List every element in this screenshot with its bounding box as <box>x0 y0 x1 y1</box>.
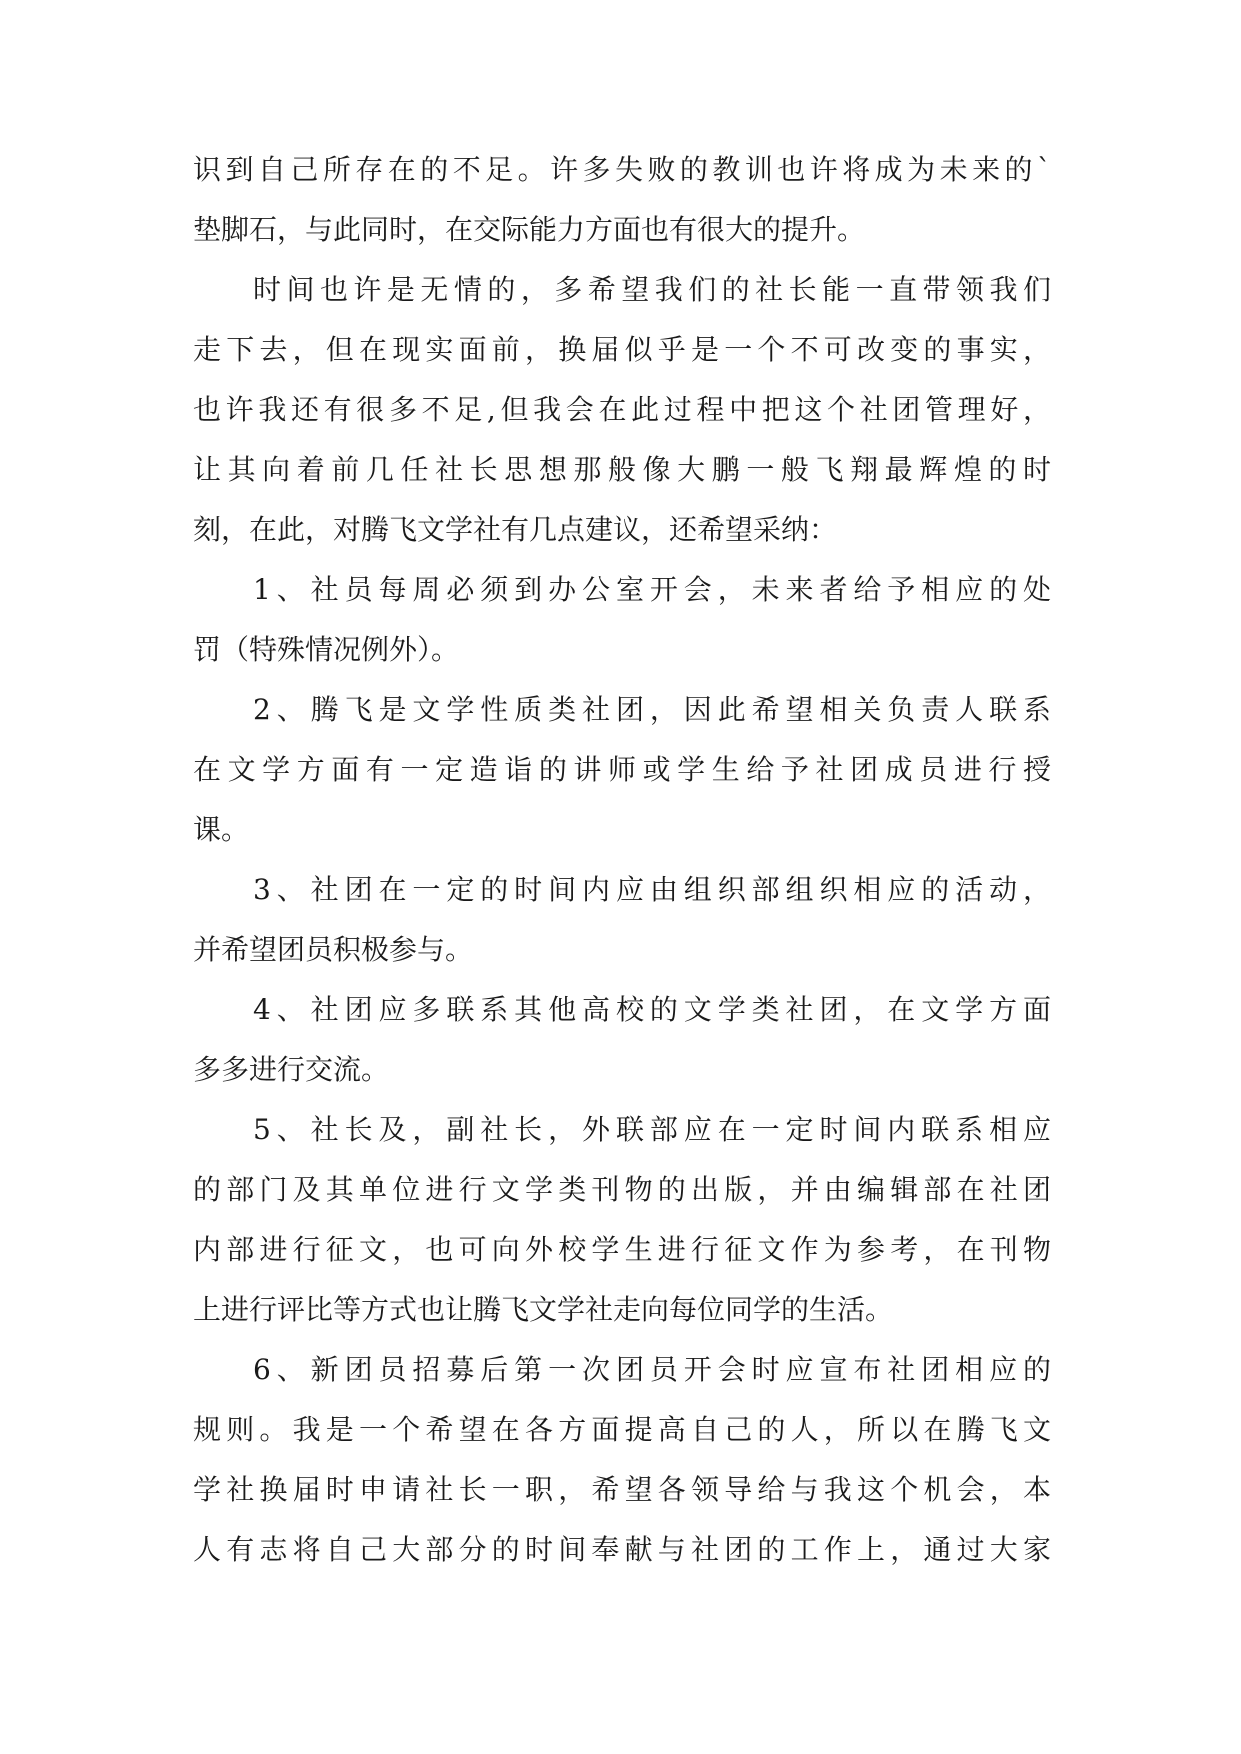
text-line: 上进行评比等方式也让腾飞文学社走向每位同学的生活。 <box>193 1293 894 1326</box>
paragraph <box>193 1100 1051 1340</box>
text-line: 在文学方面有一定造诣的讲师或学生给予社团成员进行授 <box>193 753 1051 786</box>
text-line: 2、腾飞是文学性质类社团，因此希望相关负责人联系 <box>253 693 1051 726</box>
text-line: 也许我还有很多不足,但我会在此过程中把这个社团管理好， <box>193 393 1051 426</box>
text-line: 课。 <box>193 813 250 846</box>
paragraph <box>193 560 1051 680</box>
paragraph <box>193 1340 1051 1580</box>
paragraph <box>193 140 1051 260</box>
text-line: 6、新团员招募后第一次团员开会时应宣布社团相应的 <box>253 1353 1051 1386</box>
text-line: 罚（特殊情况例外）。 <box>193 633 460 666</box>
text-line: 识到自己所存在的不足。许多失败的教训也许将成为未来的` <box>193 153 1051 186</box>
paragraph <box>193 860 1051 980</box>
text-line: 并希望团员积极参与。 <box>193 933 474 966</box>
text-line: 3、社团在一定的时间内应由组织部组织相应的活动， <box>253 873 1051 906</box>
paragraph <box>193 680 1051 860</box>
text-line: 走下去，但在现实面前，换届似乎是一个不可改变的事实， <box>193 333 1051 366</box>
text-line: 垫脚石，与此同时，在交际能力方面也有很大的提升。 <box>193 213 866 246</box>
text-line: 多多进行交流。 <box>193 1053 390 1086</box>
text-line: 5、社长及，副社长，外联部应在一定时间内联系相应 <box>253 1113 1051 1146</box>
text-line: 让其向着前几任社长思想那般像大鹏一般飞翔最辉煌的时 <box>193 453 1051 486</box>
text-line: 规则。我是一个希望在各方面提高自己的人，所以在腾飞文 <box>193 1413 1051 1446</box>
body-text <box>193 140 1051 1580</box>
text-line: 学社换届时申请社长一职，希望各领导给与我这个机会，本 <box>193 1473 1051 1506</box>
text-line: 内部进行征文，也可向外校学生进行征文作为参考，在刊物 <box>193 1233 1051 1266</box>
text-line: 4、社团应多联系其他高校的文学类社团，在文学方面 <box>253 993 1051 1026</box>
text-line: 时间也许是无情的，多希望我们的社长能一直带领我们 <box>253 273 1051 306</box>
paragraph <box>193 260 1051 560</box>
text-line: 人有志将自己大部分的时间奉献与社团的工作上，通过大家 <box>193 1533 1051 1566</box>
text-line: 刻，在此，对腾飞文学社有几点建议，还希望采纳： <box>193 513 838 546</box>
text-line: 1、社员每周必须到办公室开会，未来者给予相应的处 <box>253 573 1051 606</box>
text-line: 的部门及其单位进行文学类刊物的出版，并由编辑部在社团 <box>193 1173 1051 1206</box>
paragraph <box>193 980 1051 1100</box>
